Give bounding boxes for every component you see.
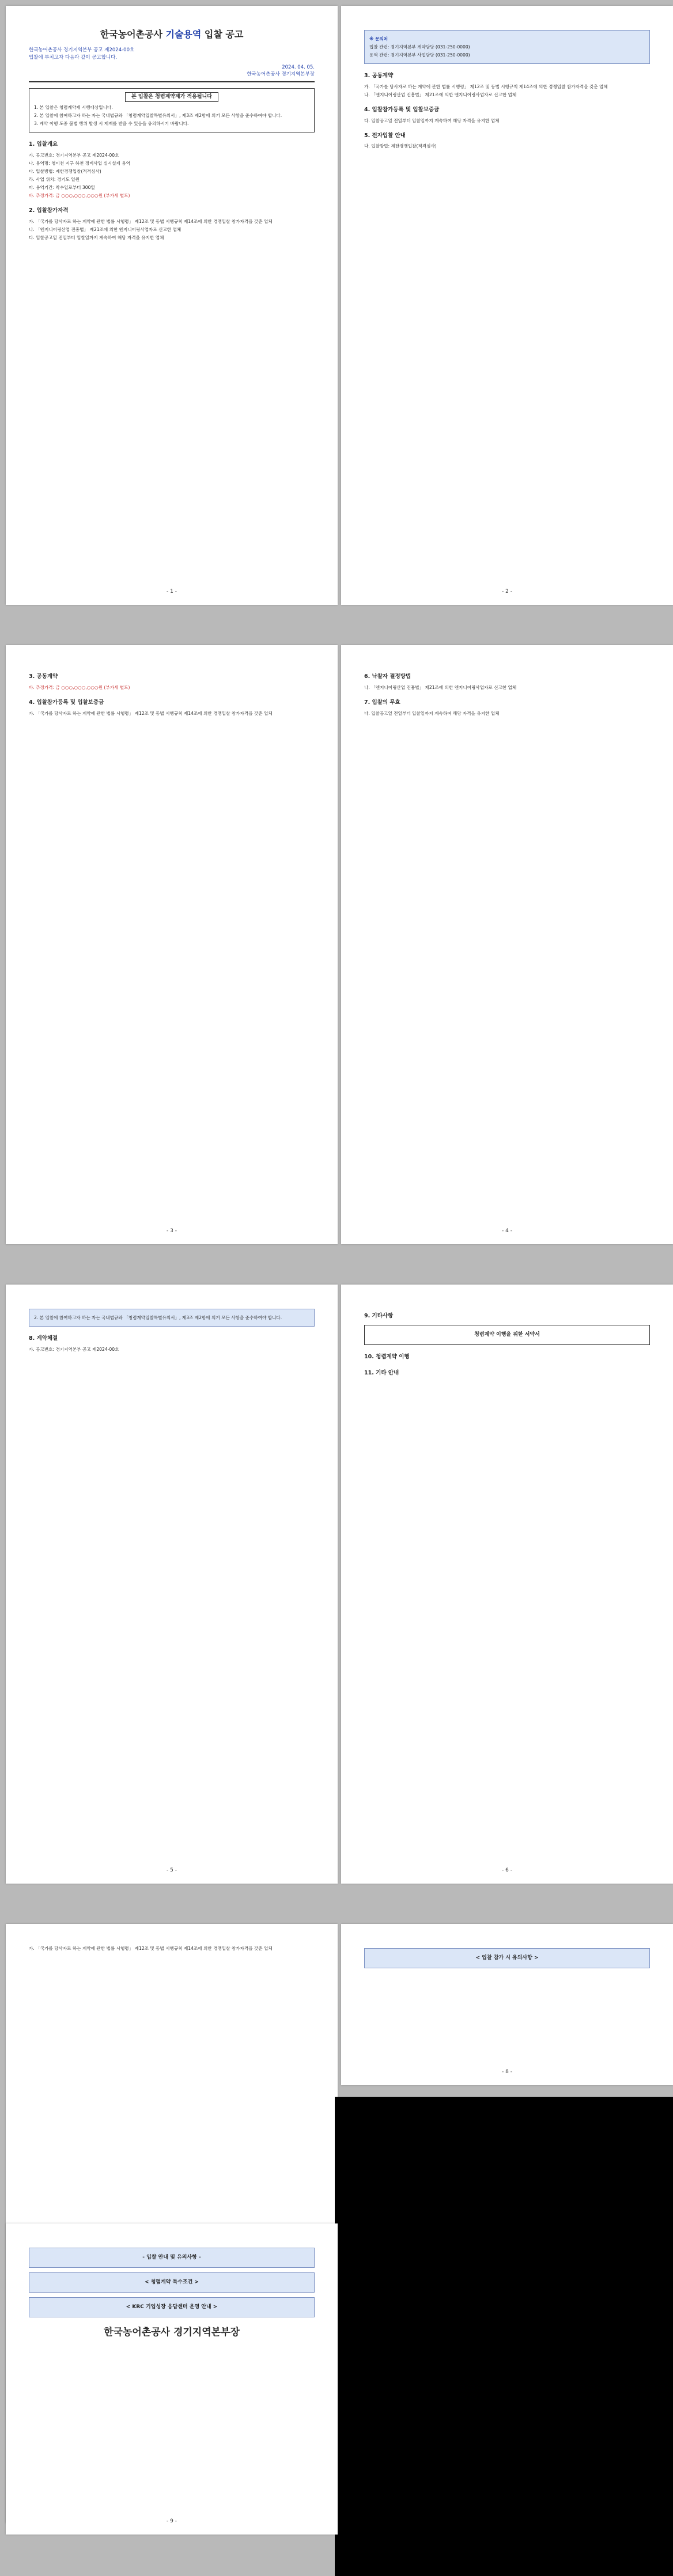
page-7: 가. 「국가를 당사자로 하는 계약에 관한 법률 시행령」 제12조 및 동법 시행규칙 제14조에 의한 경쟁입찰 참가자격을 갖춘 업체: [6, 1924, 338, 2523]
notice-number: 한국농어촌공사 경기지역본부 공고 제2024-00호: [29, 47, 135, 54]
page-9: - 입찰 안내 및 유의사항 - < 청렴계약 특수조건 > < KRC 기업성장 응답센터 운영 안내 > 한국농어촌공사 경기지역본부장 - 9 -: [6, 2223, 338, 2535]
section-heading: 1. 입찰개요: [29, 141, 58, 148]
page-6: 9. 기타사항 청렴계약 이행을 위한 서약서 10. 청렴계약 이행 11. 기타 안내 - 6 -: [341, 1285, 673, 1884]
notice-intro: 입찰에 부치고자 다음과 같이 공고합니다.: [29, 54, 118, 60]
page-2: ※ 문의처 입찰 관련: 경기지역본부 계약담당 (031-250-0000) 용역 관련: 경기지역본부 사업담당 (031-250-0000) 3. 공동계약 가. 「국가를 당사자로 하는 계약에 관한 법률 시행령」 제12조 및 동법 시행규칙 제14조에 의한 경쟁입찰 참가자격을 갖춘 업체 나. 「엔지니어링산업 진흥법」 제21조에 의한 엔지니어링사업자로 신고한 업체 4. 입찰참가등록 및 입찰보증금 다. 입찰공고일 전일부터 입찰일까지 계속하여 해당 자격을 유지한 업체 5. 전자입찰 안내 다. 입찰방법: 제한경쟁입찰(적격심사) - 2 -: [341, 6, 673, 605]
info-box: ※ 문의처 입찰 관련: 경기지역본부 계약담당 (031-250-0000) 용역 관련: 경기지역본부 사업담당 (031-250-0000): [364, 30, 650, 64]
notice-org: 한국농어촌공사 경기지역본부장: [247, 71, 315, 77]
integrity-notice-box: 본 입찰은 청렴계약제가 적용됩니다 1. 본 입찰은 청렴계약제 시행대상입니다. 2. 본 입찰에 참여하고자 하는 자는 국내법규와 「청렴계약입찰특별유의서」, 제3조 제2항에 의거 모든 사항을 준수하여야 합니다. 3. 계약 이행 도중 불법 행위 발생 시 제재를 받을 수 있음을 유의하시기 바랍니다.: [29, 88, 315, 132]
page-8: < 입찰 참가 시 유의사항 > - 8 -: [341, 1924, 673, 2085]
page-5: 2. 본 입찰에 참여하고자 하는 자는 국내법규와 「청렴계약입찰특별유의서」, 제3조 제2항에 의거 모든 사항을 준수하여야 합니다. 8. 계약체결 가. 공고번호: 경기지역본부 공고 제2024-00호 - 5 -: [6, 1285, 338, 1884]
doc-title: 한국농어촌공사 기술용역 입찰 공고: [100, 29, 244, 40]
notice-date: 2024. 04. 05.: [282, 64, 315, 70]
page-4: 6. 낙찰자 결정방법 나. 「엔지니어링산업 진흥법」 제21조에 의한 엔지니어링사업자로 신고한 업체 7. 입찰의 무효 다. 입찰공고일 전일부터 입찰일까지 계속하여 해당 자격을 유지한 업체 - 4 -: [341, 645, 673, 1244]
final-signature: 한국농어촌공사 경기지역본부장: [104, 2327, 240, 2339]
page-3: 3. 공동계약 바. 추정가격: 금 ○○○,○○○,○○○원 (부가세 별도) 4. 입찰참가등록 및 입찰보증금 가. 「국가를 당사자로 하는 계약에 관한 법률 시행령」 제12조 및 동법 시행규칙 제14조에 의한 경쟁입찰 참가자격을 갖춘 업체 - 3 -: [6, 645, 338, 1244]
page-1: 한국농어촌공사 기술용역 입찰 공고 한국농어촌공사 경기지역본부 공고 제2024-00호 입찰에 부치고자 다음과 같이 공고합니다. 2024. 04. 05. 한국농어촌공사 경기지역본부장 본 입찰은 청렴계약제가 적용됩니다 1. 본 입찰은 청렴계약제 시행대상입니다. 2. 본 입찰에 참여하고자 하는 자는 국내법규와 「청렴계약입찰특별유의서」, 제3조 제2항에 의거 모든 사항을 준수하여야 합니다. 3. 계약 이행 도중 불법 행위 발생 시 제재를 받을 수 있음을 유의하시기 바랍니다. 1. 입찰개요 가. 공고번호: 경기지역본부 공고 제2024-00호 나. 용역명: 청미천 지구 하천 정비사업 실시설계 용역 다. 입찰방법: 제한경쟁입찰(적격심사) 라. 사업 위치: 경기도 일원 마. 용역기간: 착수일로부터 300일 바. 추정가격: 금 ○○○,○○○,○○○원 (부가세 별도) 2. 입찰참가자격 가. 「국가를 당사자로 하는 계약에 관한 법률 시행령」 제12조 및 동법 시행규칙 제14조에 의한 경쟁입찰 참가자격을 갖춘 업체 나. 「엔지니어링산업 진흥법」 제21조에 의한 엔지니어링사업자로 신고한 업체 다. 입찰공고일 전일부터 입찰일까지 계속하여 해당 자격을 유지한 업체 - 1 -: [6, 6, 338, 605]
page-number: - 1 -: [167, 589, 177, 594]
blank-area: [335, 2097, 673, 2576]
